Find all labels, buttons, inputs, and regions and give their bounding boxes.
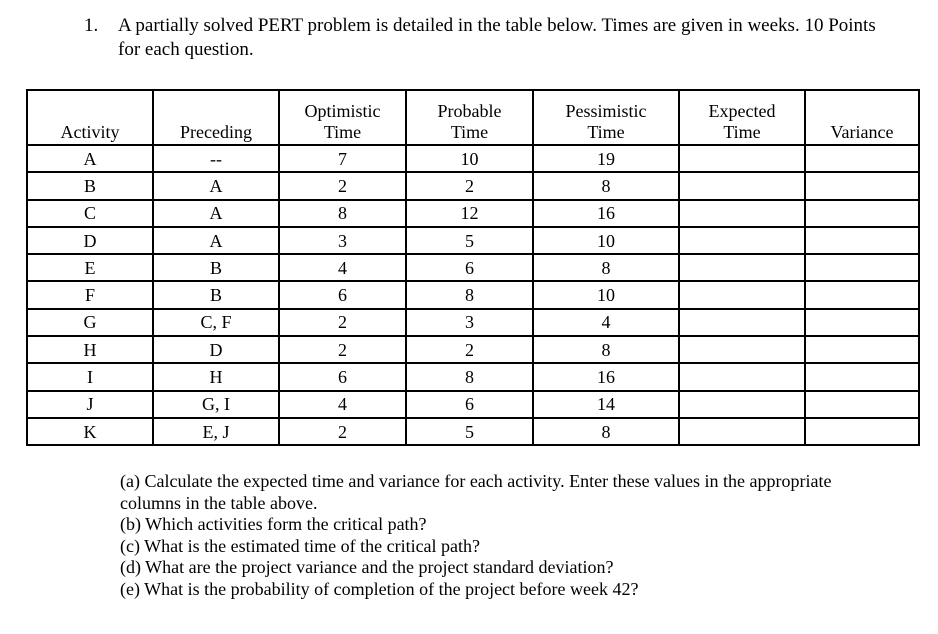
- header-line: Time: [723, 122, 761, 142]
- cell-optimistic-time: 2: [279, 309, 406, 336]
- header-pessimistic-time: [533, 90, 679, 145]
- table-row: [27, 391, 919, 418]
- cell-expected-time[interactable]: [679, 363, 805, 390]
- header-probable-time: [406, 90, 533, 145]
- cell-pessimistic-time: 14: [533, 391, 679, 418]
- cell-optimistic-time: 2: [279, 172, 406, 199]
- problem-statement: [84, 14, 878, 62]
- cell-expected-time[interactable]: [679, 309, 805, 336]
- cell-variance[interactable]: [805, 309, 919, 336]
- table-row: [27, 336, 919, 363]
- header-expected-time: [679, 90, 805, 145]
- cell-variance[interactable]: [805, 172, 919, 199]
- cell-optimistic-time: 2: [279, 336, 406, 363]
- cell-pessimistic-time: 8: [533, 418, 679, 445]
- questions-list: [120, 471, 880, 600]
- header-line: Time: [587, 122, 625, 142]
- header-line: Preceding: [180, 122, 252, 142]
- header-line: Probable: [437, 101, 502, 121]
- pert-table: [26, 89, 920, 446]
- question-item: (d) What are the project variance and the project standard deviation?: [120, 557, 614, 577]
- cell-probable-time: 5: [406, 227, 533, 254]
- cell-pessimistic-time: 10: [533, 227, 679, 254]
- cell-optimistic-time: 4: [279, 391, 406, 418]
- cell-activity: E: [27, 254, 153, 281]
- cell-pessimistic-time: 16: [533, 363, 679, 390]
- cell-activity: D: [27, 227, 153, 254]
- cell-pessimistic-time: 16: [533, 200, 679, 227]
- cell-probable-time: 3: [406, 309, 533, 336]
- header-line: Time: [450, 122, 489, 142]
- cell-variance[interactable]: [805, 336, 919, 363]
- header-activity: [27, 90, 153, 145]
- header-variance: [805, 90, 919, 145]
- cell-probable-time: 2: [406, 172, 533, 199]
- table-row: [27, 309, 919, 336]
- header-line: Pessimistic: [565, 101, 647, 121]
- cell-activity: C: [27, 200, 153, 227]
- cell-activity: B: [27, 172, 153, 199]
- cell-probable-time: 6: [406, 391, 533, 418]
- header-line: Time: [323, 122, 362, 142]
- cell-preceding: D: [153, 336, 279, 363]
- cell-expected-time[interactable]: [679, 172, 805, 199]
- cell-expected-time[interactable]: [679, 336, 805, 363]
- question-item: (b) Which activities form the critical path?: [120, 514, 427, 534]
- table-row: [27, 418, 919, 445]
- cell-activity: I: [27, 363, 153, 390]
- cell-optimistic-time: 3: [279, 227, 406, 254]
- cell-variance[interactable]: [805, 254, 919, 281]
- cell-variance[interactable]: [805, 145, 919, 172]
- cell-pessimistic-time: 10: [533, 281, 679, 308]
- table-row: [27, 200, 919, 227]
- cell-preceding: H: [153, 363, 279, 390]
- cell-preceding: E, J: [153, 418, 279, 445]
- cell-preceding: B: [153, 281, 279, 308]
- cell-probable-time: 10: [406, 145, 533, 172]
- cell-variance[interactable]: [805, 418, 919, 445]
- table-row: [27, 145, 919, 172]
- cell-optimistic-time: 6: [279, 281, 406, 308]
- cell-expected-time[interactable]: [679, 418, 805, 445]
- cell-probable-time: 8: [406, 363, 533, 390]
- cell-preceding: B: [153, 254, 279, 281]
- cell-expected-time[interactable]: [679, 227, 805, 254]
- cell-preceding: --: [153, 145, 279, 172]
- question-item: (a) Calculate the expected time and variance for each activity. Enter these values in the appropriate columns in the table above.: [120, 471, 832, 513]
- cell-activity: F: [27, 281, 153, 308]
- question-item: (e) What is the probability of completion of the project before week 42?: [120, 578, 639, 599]
- cell-pessimistic-time: 4: [533, 309, 679, 336]
- header-optimistic-time: [279, 90, 406, 145]
- cell-activity: A: [27, 145, 153, 172]
- cell-preceding: A: [153, 227, 279, 254]
- cell-expected-time[interactable]: [679, 254, 805, 281]
- cell-pessimistic-time: 8: [533, 254, 679, 281]
- question-item: (c) What is the estimated time of the critical path?: [120, 535, 481, 556]
- table-row: [27, 172, 919, 199]
- cell-probable-time: 12: [406, 200, 533, 227]
- problem-text: A partially solved PERT problem is detailed in the table below. Times are given in weeks. 10 Points for each question.: [118, 15, 876, 60]
- header-line: Optimistic: [304, 101, 381, 121]
- cell-preceding: A: [153, 200, 279, 227]
- cell-preceding: A: [153, 172, 279, 199]
- cell-variance[interactable]: [805, 391, 919, 418]
- cell-preceding: C, F: [153, 309, 279, 336]
- cell-probable-time: 2: [406, 336, 533, 363]
- header-line: Expected: [708, 101, 776, 121]
- cell-expected-time[interactable]: [679, 145, 805, 172]
- cell-probable-time: 8: [406, 281, 533, 308]
- cell-optimistic-time: 8: [279, 200, 406, 227]
- cell-probable-time: 5: [406, 418, 533, 445]
- cell-variance[interactable]: [805, 363, 919, 390]
- cell-expected-time[interactable]: [679, 281, 805, 308]
- cell-pessimistic-time: 8: [533, 172, 679, 199]
- cell-activity: G: [27, 309, 153, 336]
- cell-pessimistic-time: 19: [533, 145, 679, 172]
- cell-preceding: G, I: [153, 391, 279, 418]
- cell-activity: J: [27, 391, 153, 418]
- cell-optimistic-time: 7: [279, 145, 406, 172]
- header-line: Variance: [830, 122, 894, 142]
- table-row: [27, 227, 919, 254]
- cell-activity: H: [27, 336, 153, 363]
- header-preceding: [153, 90, 279, 145]
- table-row: [27, 363, 919, 390]
- cell-variance[interactable]: [805, 227, 919, 254]
- cell-activity: K: [27, 418, 153, 445]
- cell-variance[interactable]: [805, 281, 919, 308]
- cell-optimistic-time: 4: [279, 254, 406, 281]
- table-row: [27, 281, 919, 308]
- cell-pessimistic-time: 8: [533, 336, 679, 363]
- table-row: [27, 254, 919, 281]
- header-line: Activity: [60, 122, 120, 142]
- cell-optimistic-time: 2: [279, 418, 406, 445]
- cell-optimistic-time: 6: [279, 363, 406, 390]
- cell-expected-time[interactable]: [679, 391, 805, 418]
- cell-expected-time[interactable]: [679, 200, 805, 227]
- cell-probable-time: 6: [406, 254, 533, 281]
- problem-number: 1.: [84, 15, 99, 36]
- cell-variance[interactable]: [805, 200, 919, 227]
